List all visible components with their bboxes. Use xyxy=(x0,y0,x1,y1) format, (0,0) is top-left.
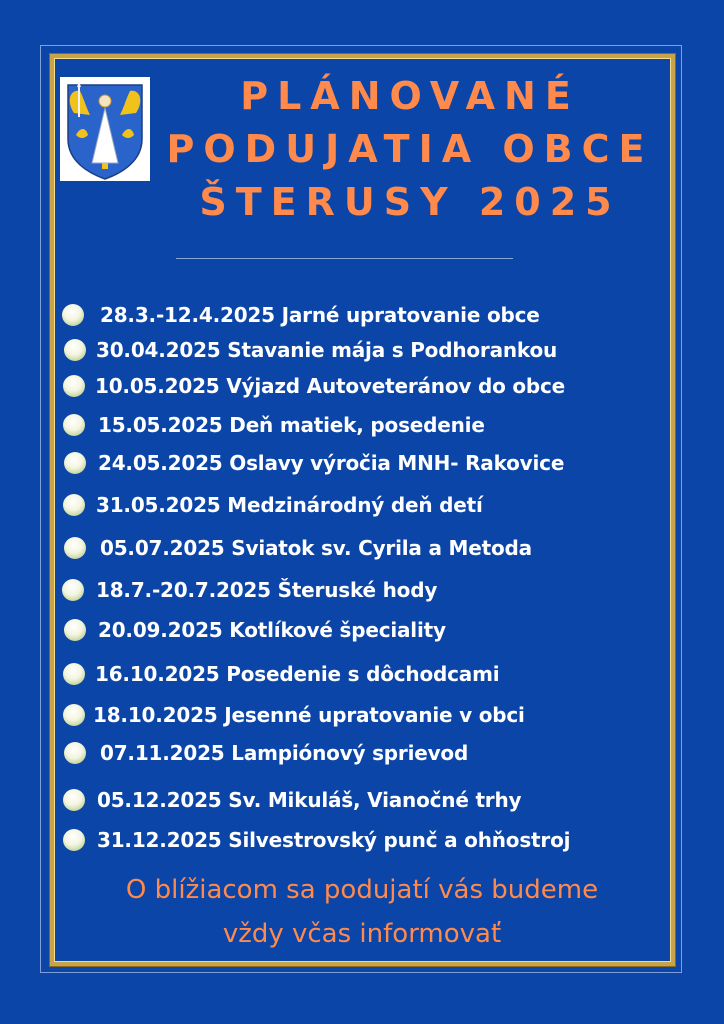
event-item xyxy=(64,338,557,362)
event-text: 30.04.2025 Stavanie mája s Podhorankou xyxy=(96,338,558,362)
event-text: 05.07.2025 Sviatok sv. Cyrila a Metoda xyxy=(100,536,532,560)
event-item xyxy=(64,741,468,765)
event-item xyxy=(64,451,564,475)
event-text: 16.10.2025 Posedenie s dôchodcami xyxy=(95,662,500,686)
bullet-icon xyxy=(64,619,86,641)
event-text: 10.05.2025 Výjazd Autoveteránov do obce xyxy=(95,374,566,398)
event-text: 31.05.2025 Medzinárodný deň detí xyxy=(96,493,483,517)
bullet-icon xyxy=(64,452,86,474)
event-text: 31.12.2025 Silvestrovský punč a ohňostroj xyxy=(97,828,571,852)
bullet-icon xyxy=(63,494,85,516)
event-item xyxy=(63,413,485,437)
bullet-icon xyxy=(64,537,86,559)
event-text: 05.12.2025 Sv. Mikuláš, Vianočné trhy xyxy=(97,788,522,812)
event-text: 18.10.2025 Jesenné upratovanie v obci xyxy=(93,703,525,727)
footer-line-2: vždy včas informovať xyxy=(222,919,502,949)
bullet-icon xyxy=(62,304,84,326)
event-text: 20.09.2025 Kotlíkové špeciality xyxy=(98,618,446,642)
event-item xyxy=(64,618,446,642)
event-item xyxy=(63,374,565,398)
event-item xyxy=(63,703,525,727)
event-text: 07.11.2025 Lampiónový sprievod xyxy=(100,741,469,765)
title-line-3: ŠTERUSY 2025 xyxy=(199,180,621,224)
bullet-icon xyxy=(63,663,85,685)
bullet-icon xyxy=(63,789,85,811)
event-text: 15.05.2025 Deň matiek, posedenie xyxy=(98,413,485,437)
event-text: 18.7.-20.7.2025 Šteruské hody xyxy=(96,578,438,602)
title-line-1: PLÁNOVANÉ xyxy=(240,74,580,118)
footer-line-1: O blížiacom sa podujatí vás budeme xyxy=(125,875,599,905)
bullet-icon xyxy=(63,704,85,726)
event-item xyxy=(63,828,570,852)
event-item xyxy=(63,493,483,517)
title-line-2: PODUJATIA OBCE xyxy=(166,127,654,171)
bullet-icon xyxy=(63,829,85,851)
bullet-icon xyxy=(62,579,84,601)
event-item xyxy=(63,662,499,686)
event-text: 28.3.-12.4.2025 Jarné upratovanie obce xyxy=(100,303,540,327)
event-item xyxy=(62,578,437,602)
bullet-icon xyxy=(63,375,85,397)
event-item xyxy=(63,788,521,812)
event-item xyxy=(62,303,540,327)
event-item xyxy=(64,536,532,560)
bullet-icon xyxy=(64,339,86,361)
event-text: 24.05.2025 Oslavy výročia MNH- Rakovice xyxy=(98,451,565,475)
footer-note xyxy=(60,868,664,956)
bullet-icon xyxy=(64,742,86,764)
bullet-icon xyxy=(63,414,85,436)
